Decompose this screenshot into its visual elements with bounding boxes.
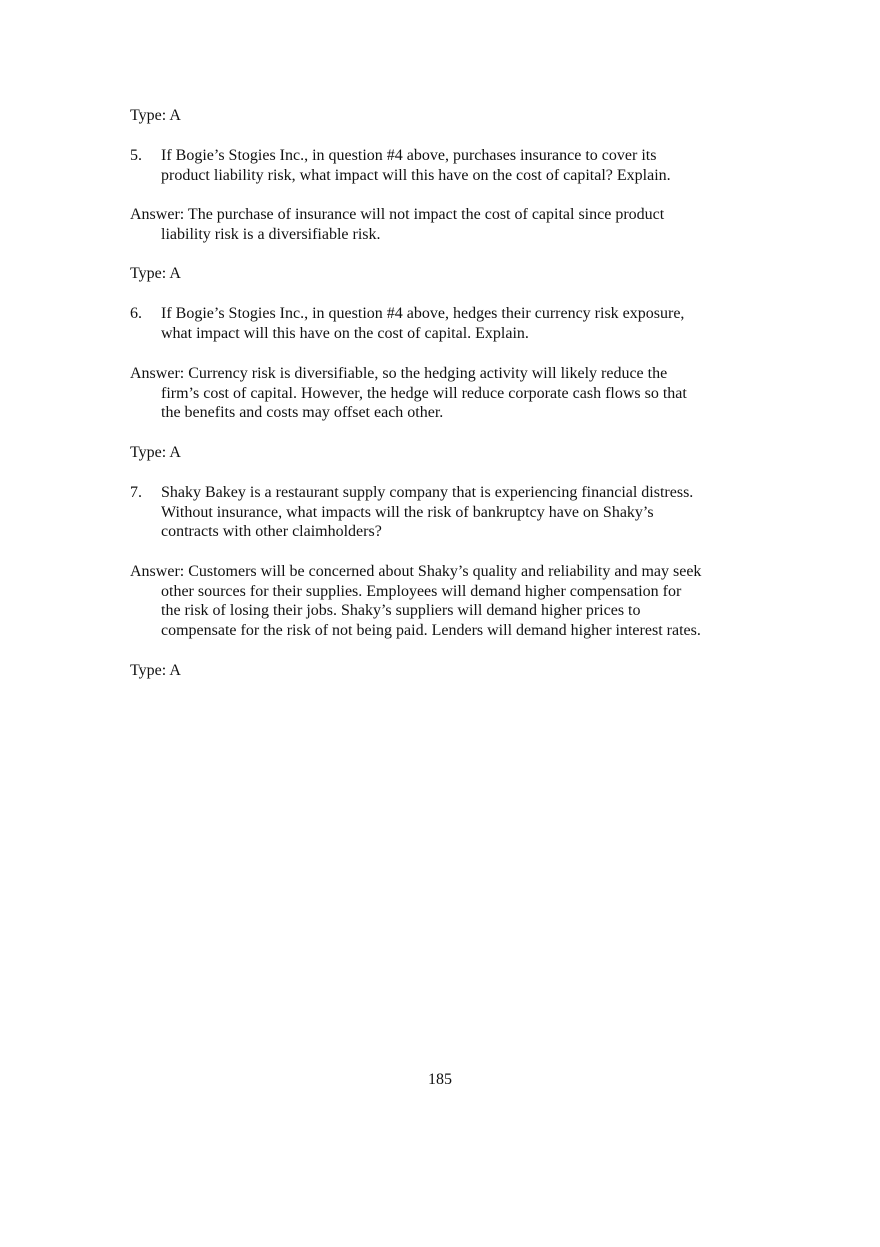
question-line: Shaky Bakey is a restaurant supply company that is experiencing financial distress. (161, 484, 694, 501)
answer-line: liability risk is a diversifiable risk. (161, 225, 381, 243)
answer-line: the risk of losing their jobs. Shaky’s suppliers will demand higher prices to (161, 602, 641, 620)
question-line: If Bogie’s Stogies Inc., in question #4 above, purchases insurance to cover its (161, 147, 657, 164)
answer-line: the benefits and costs may offset each other. (161, 404, 444, 422)
type-label-text: Type: A (130, 444, 181, 461)
type-label-top (130, 106, 762, 126)
question-line: product liability risk, what impact will this have on the cost of capital? Explain. (161, 166, 671, 184)
type-label-text: Type: A (130, 265, 181, 282)
answer-line: other sources for their supplies. Employees will demand higher compensation for (161, 582, 682, 600)
question-number: 7. (130, 484, 142, 501)
question-number: 6. (130, 305, 142, 322)
question-line: Without insurance, what impacts will the risk of bankruptcy have on Shaky’s (161, 503, 654, 521)
answer-6 (130, 364, 762, 423)
question-6 (130, 304, 762, 343)
answer-5 (130, 205, 762, 244)
question-7 (130, 483, 762, 542)
answer-line: compensate for the risk of not being paid. Lenders will demand higher interest rates. (161, 621, 701, 639)
type-label-7 (130, 661, 762, 681)
page-number: 185 (428, 1071, 452, 1088)
type-label-6 (130, 443, 762, 463)
answer-line: Answer: Customers will be concerned about Shaky’s quality and reliability and may seek (130, 563, 702, 580)
answer-line: Answer: Currency risk is diversifiable, so the hedging activity will likely reduce the (130, 365, 668, 382)
question-line: what impact will this have on the cost of capital. Explain. (161, 324, 529, 342)
answer-line: Answer: The purchase of insurance will not impact the cost of capital since product (130, 206, 665, 223)
answer-7 (130, 562, 762, 640)
type-label-text: Type: A (130, 107, 181, 124)
answer-line: firm’s cost of capital. However, the hedge will reduce corporate cash flows so that (161, 384, 687, 402)
type-label-5 (130, 264, 762, 284)
type-label-text: Type: A (130, 662, 181, 679)
question-line: contracts with other claimholders? (161, 523, 382, 541)
question-number: 5. (130, 147, 142, 164)
question-5 (130, 146, 762, 185)
question-line: If Bogie’s Stogies Inc., in question #4 above, hedges their currency risk exposure, (161, 305, 685, 322)
